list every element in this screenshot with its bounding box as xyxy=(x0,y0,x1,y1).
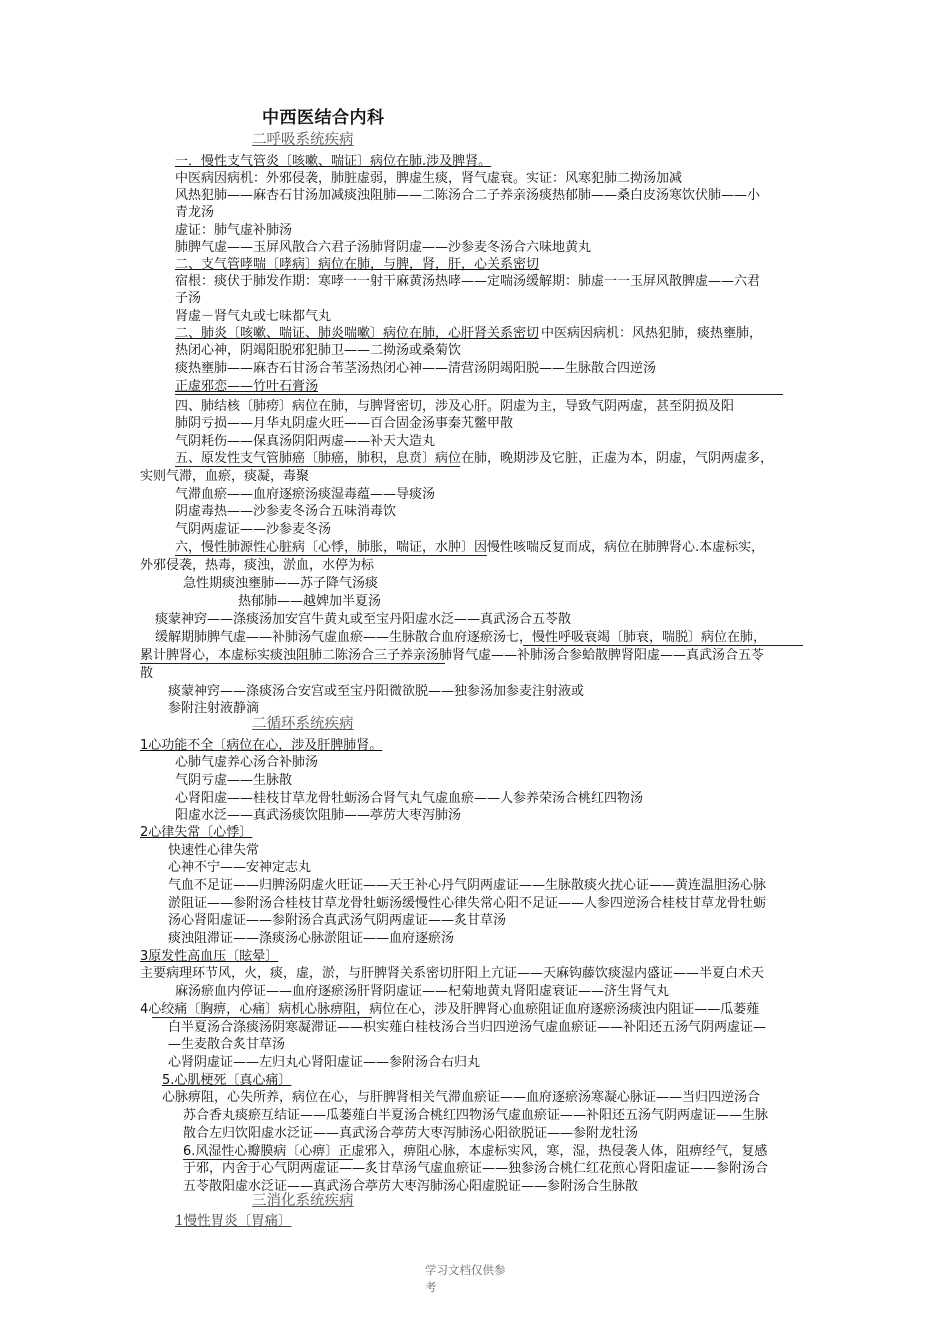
disease-heading-chronic-gastritis xyxy=(175,1213,292,1230)
section-heading-circulatory: 二循环系统疾病 xyxy=(252,716,354,732)
text-line: 痰蒙神窍——涤痰汤合安宫或至宝丹阳微欲脱——独参汤加参麦注射液或 xyxy=(168,684,585,699)
text-line: 气阴亏虚——生脉散 xyxy=(175,773,293,788)
text-line: 风热犯肺——麻杏石甘汤加减痰浊阻肺——二陈汤合二子养亲汤痰热郁肺——桑白皮汤寒饮伏肺——小 xyxy=(175,188,761,203)
text-line: 子汤 xyxy=(175,291,202,306)
gastritis-heading-text: 1慢性胃炎〔胃痛〕 xyxy=(175,1213,292,1229)
text-line: 外邪侵袭，热毒，痰浊，淤血，水停为标 xyxy=(140,558,375,573)
text-line: 阳虚水泛——真武汤痰饮阻肺——葶苈大枣泻肺汤 xyxy=(175,808,462,823)
text-line: 正虚邪恋——竹叶石膏汤 xyxy=(175,379,319,394)
disease-heading-rheumatic-valve: 6.风湿性心瓣膜病〔心痹〕正虚邪入，痹阻心脉，本虚标实风，寒，湿，热侵袭人体，阻痹经气，复感 xyxy=(183,1144,768,1159)
text-line: 肺阴亏损——月华丸阴虚火旺——百合固金汤事秦艽鳖甲散 xyxy=(175,416,514,431)
text-line: 痰蒙神窍——涤痰汤加安宫牛黄丸或至宝丹阳虚水泛——真武汤合五苓散 xyxy=(155,612,572,627)
document-title: 中西医结合内科 xyxy=(262,108,385,128)
text-line: 淤阻证——参附汤合桂枝甘草龙骨牡蛎汤缓慢性心律失常心阳不足证——人参四逆汤合桂枝甘草龙骨牡蛎 xyxy=(168,896,767,911)
text-line: 苏合香丸痰瘀互结证——瓜蒌薤白半夏汤合桃红四物汤气虚血瘀证——补阳还五汤气阴两虚证——生脉 xyxy=(183,1108,769,1123)
text-line: 五苓散阳虚水泛证——真武汤合葶苈大枣泻肺汤心阳虚脱证——参附汤合生脉散 xyxy=(183,1179,639,1194)
text-line: 麻汤瘀血内停证——血府逐瘀汤肝肾阴虚证——杞菊地黄丸肾阳虚衰证——济生肾气丸 xyxy=(175,984,670,999)
text-line: 宿根：痰伏于肺发作期：寒哮一一射干麻黄汤热哮——定喘汤缓解期：肺虚一一玉屏风散脾虚——六君 xyxy=(175,274,761,289)
footer-note-continued: 考 xyxy=(425,1280,437,1294)
text-line: 痰热壅肺——麻杏石甘汤合苇茎汤热闭心神——清营汤阴竭阳脱——生脉散合四逆汤 xyxy=(175,361,657,376)
text-line: 痰浊阻滞证——涤痰汤心脉淤阻证——血府逐瘀汤 xyxy=(168,931,455,946)
text-line: 中医病因病机：风热犯肺，痰热壅肺， xyxy=(541,326,763,341)
disease-heading-myocardial-infarction: 5.心肌梗死〔真心痛〕 xyxy=(162,1073,292,1088)
text-line: 肺脾气虚——玉屏风散合六君子汤肺肾阴虚——沙参麦冬汤合六味地黄丸 xyxy=(175,240,592,255)
text-line: 青龙汤 xyxy=(175,205,215,220)
text-line: 阴虚毒热——沙参麦冬汤合五味消毒饮 xyxy=(175,504,397,519)
disease-heading-lung-cancer: 五、原发性支气管肺癌〔肺癌，肺积，息贲〕病位在肺，晚期涉及它脏，正虚为本，阴虚，气阴两虚多， xyxy=(175,451,774,466)
text-line: 急性期痰浊壅肺——苏子降气汤痰 xyxy=(183,576,379,591)
text-line: 于邪，内舍于心气阴两虚证——炙甘草汤气虚血瘀证——独参汤合桃仁红花煎心肾阳虚证——参附汤合 xyxy=(183,1161,769,1176)
disease-heading-arrhythmia: 2心律失常〔心悸〕 xyxy=(140,825,253,840)
underline xyxy=(175,555,487,556)
text-line: —生麦散合炙甘草汤 xyxy=(168,1037,286,1052)
text-line: 肾虚－肾气丸或七味都气丸 xyxy=(175,309,332,324)
disease-heading-pneumonia xyxy=(175,325,539,342)
text-line: 散合左归饮阳虚水泛证——真武汤合葶苈大枣泻肺汤心阳欲脱证——参附龙牡汤 xyxy=(183,1126,639,1141)
text-line: 心肾阳虚——桂枝甘草龙骨牡蛎汤合肾气丸气虚血瘀——人参养荣汤合桃红四物汤 xyxy=(175,791,644,806)
text-line: 气阴两虚证——沙参麦冬汤 xyxy=(175,522,332,537)
disease-heading-hypertension: 3原发性高血压〔眩晕〕 xyxy=(140,949,279,964)
text-line: 气滞血瘀——血府逐瘀汤痰湿毒蕴——导痰汤 xyxy=(175,487,436,502)
text-line: 心脉痹阻，心失所养，病位在心，与肝脾肾相关气滞血瘀证——血府逐瘀汤寒凝心脉证——当归四逆汤合 xyxy=(162,1090,761,1105)
section-heading-digestive: 三消化系统疾病 xyxy=(252,1193,354,1209)
section-heading-respiratory: 二呼吸系统疾病 xyxy=(252,132,354,148)
text-line: 主要病理环节风，火，痰，虚，淤，与肝脾肾关系密切肝阳上亢证——天麻钩藤饮痰湿内盛证——半夏白术天 xyxy=(140,966,765,981)
text-line: 汤心肾阳虚证——参附汤合真武汤气阴两虚证——炙甘草汤 xyxy=(168,913,507,928)
text-line: 气阴耗伤——保真汤阴阳两虚——补天大造丸 xyxy=(175,434,436,449)
text-line: 累计脾肾心，本虚标实痰浊阻肺二陈汤合三子养亲汤肺肾气虚——补肺汤合参蛤散脾肾阳虚——真武汤合五苓 xyxy=(140,648,765,663)
pneumonia-heading-part: 二、肺炎〔咳嗽、喘证、肺炎喘嗽〕病位在肺，心肝肾关系密切 xyxy=(175,326,540,341)
text-line: 中医病因病机：外邪侵袭，肺脏虚弱，脾虚生痰，肾气虚衰。实证：风寒犯肺二拗汤加减 xyxy=(175,171,683,186)
text-line: 虚证：肺气虚补肺汤 xyxy=(175,223,293,238)
text-line: 热郁肺——越婢加半夏汤 xyxy=(238,594,382,609)
text-line: 白半夏汤合涤痰汤阴寒凝滞证——枳实薤白桂枝汤合当归四逆汤气虚血瘀证——补阳还五汤气阴两虚证— xyxy=(168,1020,767,1035)
underline xyxy=(523,645,803,646)
text-line: 实则气滞，血瘀，痰凝，毒聚 xyxy=(140,469,310,484)
disease-heading-angina: 4心绞痛〔胸痹，心痛〕病机心脉痹阻，病位在心，涉及肝脾肾心血瘀阻证血府逐瘀汤痰浊内阻证——瓜蒌薤 xyxy=(140,1002,760,1017)
text-line: 热闭心神，阴竭阳脱邪犯肺卫——二拗汤或桑菊饮 xyxy=(175,343,462,358)
text-line: 参附注射液静滴 xyxy=(168,701,260,716)
divider xyxy=(175,394,783,395)
underline xyxy=(152,1017,372,1018)
footer-note: 学习文档仅供参 xyxy=(425,1263,506,1277)
underline xyxy=(140,663,445,664)
disease-heading-asthma: 二、支气管哮喘〔哮病〕病位在肺，与脾，肾，肝，心关系密切 xyxy=(175,257,540,272)
text-line: 心神不宁——安神定志丸 xyxy=(168,860,312,875)
text-line: 散 xyxy=(140,666,154,681)
disease-heading-chronic-bronchitis: 一．慢性支气管炎〔咳嗽、喘证〕病位在肺.涉及脾肾。 xyxy=(175,154,492,169)
text-line: 心肾阴虚证——左归丸心肾阳虚证——参附汤合右归丸 xyxy=(168,1055,481,1070)
text-line: 心肺气虚养心汤合补肺汤 xyxy=(175,755,319,770)
text-line: 缓解期肺脾气虚——补肺汤气虚血瘀——生脉散合血府逐瘀汤七，慢性呼吸衰竭〔肺衰，喘脱〕病位在肺， xyxy=(155,630,767,645)
disease-heading-cor-pulmonale: 六，慢性肺源性心脏病〔心悸，肺胀，喘证，水肿〕因慢性咳喘反复而成，病位在肺脾肾心.本虚标实， xyxy=(175,540,765,555)
underline xyxy=(175,466,460,467)
disease-heading-tuberculosis: 四、肺结核〔肺痨〕病位在肺，与脾肾密切，涉及心肝。阴虚为主，导致气阴两虚，甚至阴损及阳 xyxy=(175,399,735,414)
text-line: 气血不足证——归脾汤阴虚火旺证——天王补心丹气阴两虚证——生脉散痰火扰心证——黄连温胆汤心脉 xyxy=(168,878,767,893)
text-line: 快速性心律失常 xyxy=(168,843,260,858)
disease-heading-heart-failure: 1心功能不全〔病位在心，涉及肝脾肺肾。 xyxy=(140,738,383,753)
